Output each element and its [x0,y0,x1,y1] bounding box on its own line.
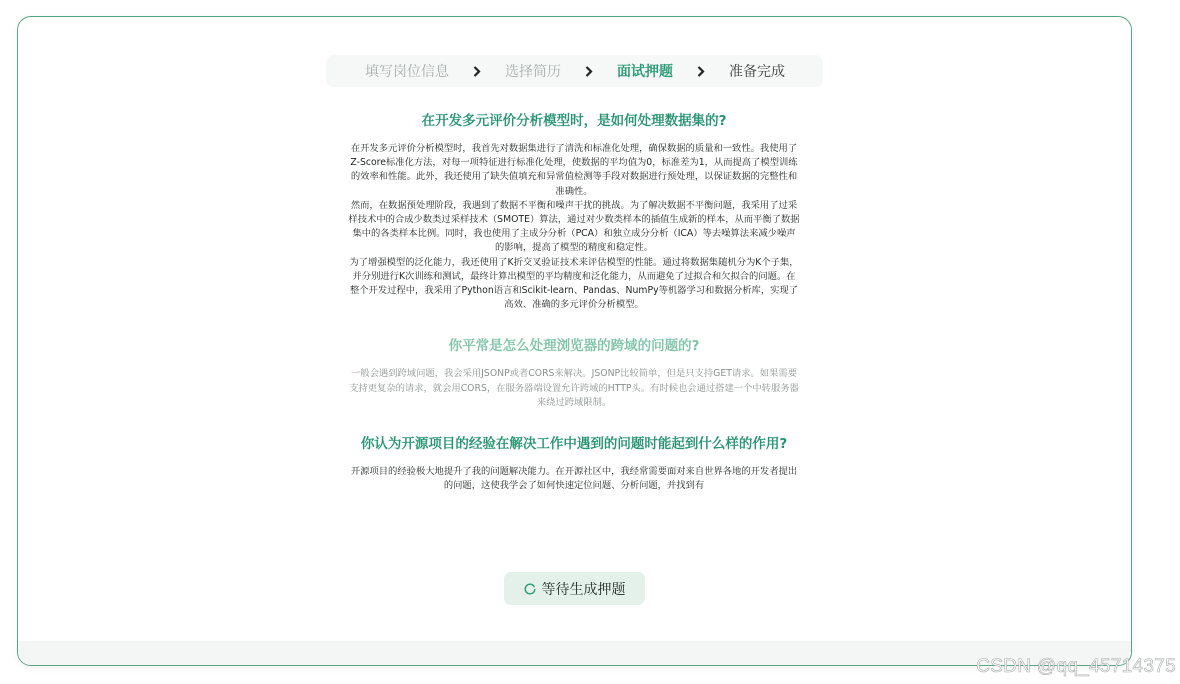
step-fill-job-info[interactable]: 填写岗位信息 [365,64,449,80]
loading-spinner-icon [524,583,536,595]
chevron-right-icon [673,66,729,77]
chevron-right-icon [561,66,617,77]
qa-item [348,334,800,410]
qa-item [348,432,800,493]
question-title: 你认为开源项目的经验在解决工作中遇到的问题时能起到什么样的作用? [360,436,788,453]
answer-text [348,142,800,312]
answer-paragraph: 为了增强模型的泛化能力，我还使用了K折交叉验证技术来评估模型的性能。通过将数据集随机分为K个子集，并分别进行K次训练和测试，最终计算出模型的平均精度和泛化能力，从而避免了过拟合和欠拟合的问题。在整个开发过程中，我采用了Python语言和Scikit-learn、Pandas、NumPy等机器学习和数据分析库，实现了高效、准确的多元评价分析模型。 [349,256,799,311]
answer-text [348,367,800,410]
answer-paragraph: 开源项目的经验极大地提升了我的问题解决能力。在开源社区中，我经常需要面对来自世界各地的开发者提出的问题，这使我学会了如何快速定位问题、分析问题，并找到有 [350,466,798,492]
answer-paragraph: 一般会遇到跨域问题，我会采用JSONP或者CORS来解决。JSONP比较简单，但是只支持GET请求。如果需要支持更复杂的请求，就会用CORS，在服务器端设置允许跨域的HTTP头。有时候也会通过搭建一个中转服务器来绕过跨域限制。 [349,368,799,408]
step-select-resume[interactable]: 选择简历 [505,64,561,80]
wait-generate-button[interactable] [504,572,645,605]
answer-text [348,465,800,493]
scroll-fade-overlay [348,529,800,553]
wait-button-label: 等待生成押题 [541,581,626,598]
panel-footer [18,641,1131,665]
watermark: CSDN @qq_45714375 [976,656,1176,677]
qa-scroll-area[interactable] [348,109,800,551]
step-interview-questions[interactable]: 面试押题 [617,64,673,80]
answer-paragraph: 在开发多元评价分析模型时，我首先对数据集进行了清洗和标准化处理，确保数据的质量和一致性。我使用了Z-Score标准化方法，对每一项特征进行标准化处理，使数据的平均值为0，标准差为1，从而提高了模型训练的效率和性能。此外，我还使用了缺失值填充和异常值检测等手段对数据进行预处理，以保证数据的完整性和准确性。 [350,143,798,197]
question-title: 在开发多元评价分析模型时，是如何处理数据集的? [421,113,727,129]
chevron-right-icon [449,66,505,77]
question-title: 你平常是怎么处理浏览器的跨域的问题的? [448,338,700,355]
interview-prep-panel [17,16,1132,666]
answer-paragraph: 然而，在数据预处理阶段，我遇到了数据不平衡和噪声干扰的挑战。为了解决数据不平衡问题，我采用了过采样技术中的合成少数类过采样技术（SMOTE）算法，通过对少数类样本的插值生成新的样本，从而平衡了数据集中的各类样本比例。同时，我也使用了主成分分析（PCA）和独立成分分析（ICA）等去噪算法来减少噪声的影响，提高了模型的精度和稳定性。 [348,199,800,254]
step-ready[interactable]: 准备完成 [729,64,785,80]
step-progress-bar [326,55,823,87]
qa-item [348,109,800,312]
